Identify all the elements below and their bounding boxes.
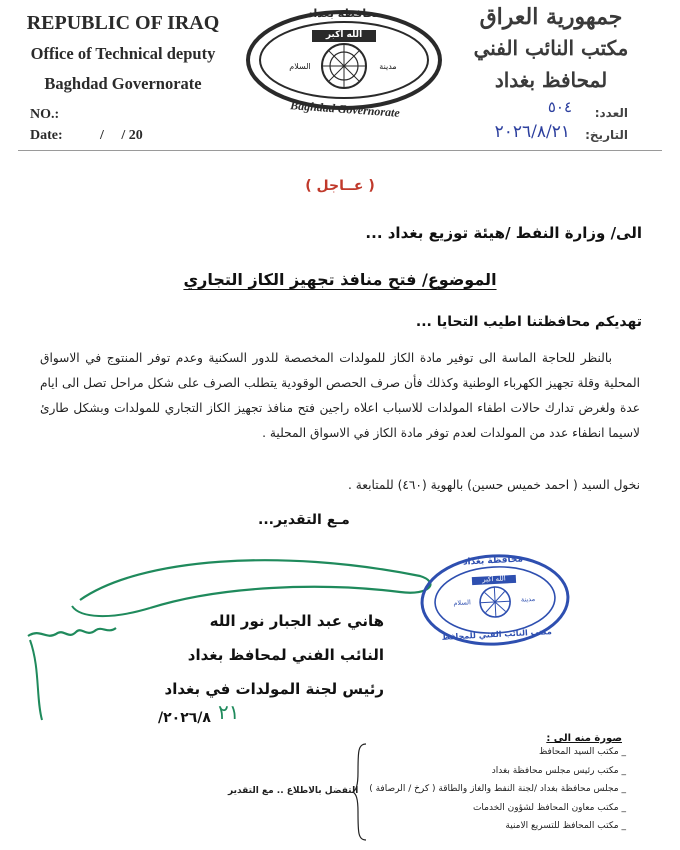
logo-bottom-text: Baghdad Governorate: [289, 98, 401, 120]
copies-item: _ مكتب رئيس مجلس محافظة بغداد: [491, 765, 626, 776]
header-en-governorate: Baghdad Governorate: [44, 74, 202, 93]
stamp-inner-left: السلام: [453, 598, 472, 608]
signatory-name: هاني عبد الجبار نور الله: [209, 612, 384, 630]
signatory-date-handwritten: ٢١: [218, 700, 240, 724]
stamp-bottom-text: مكتب النائب الفني للمحافظ: [441, 627, 553, 642]
header-ar-country: جمهورية العراق: [479, 4, 623, 30]
subject-line: الموضوع/ فتح منافذ تجهيز الكاز التجاري: [183, 270, 497, 289]
ar-date-label: التاريخ:: [585, 128, 628, 142]
logo-top-text: محافظة بغداد: [307, 7, 382, 20]
header-en-office: Office of Technical deputy: [30, 44, 216, 63]
ar-date-value: ٢٠٢٦/٨/٢١: [494, 122, 570, 142]
urgent-label: ( عــاجل ): [305, 178, 375, 194]
copies-item: _ مكتب معاون المحافظ لشؤون الخدمات: [472, 802, 626, 813]
copies-note: التفضل بالاطلاع .. مع التقدير: [228, 786, 359, 796]
stamp-inner-top: الله اكبر: [481, 574, 506, 584]
stamp-inner-right: مدينة: [520, 594, 536, 604]
recipient-line: الى/ وزارة النفط /هيئة توزيع بغداد ...: [365, 224, 642, 242]
date-label: Date:: [30, 128, 63, 143]
copies-item: _ مجلس محافظة بغداد /لجنة النفط والغاز والطاقة ( كرخ / الرصافة ): [369, 784, 626, 794]
header-divider: [18, 150, 662, 151]
signatory-title: النائب الفني لمحافظ بغداد: [187, 646, 384, 664]
signatory-date-printed: ٢٠٢٦/٨/: [158, 710, 211, 726]
logo-banner-text: الله اكبر: [325, 30, 363, 40]
copies-item: _ مكتب السيد المحافظ: [539, 747, 626, 757]
logo-left-text: السلام: [289, 62, 311, 71]
delegate-line: نخول السيد ( احمد خميس حسين) بالهوية (٤٦٠) للمتابعة .: [347, 478, 640, 492]
number-label: NO.:: [30, 107, 60, 122]
body-paragraph: بالنظر للحاجة الماسة الى توفير مادة الكاز للمولدات المخصصة للدور السكنية وعدم توفر المنتوج في الاسواق المحلية وقلة تجهيز الكهرباء الوطنية وكذلك فأن صرف الحصص الوقودية يتطلب الصرف على شكل مراحل تصل الى ايام عدة ولغرض تدارك حالات اطفاء المولدات للاسباب اعلاه راجين فتح منافذ تجهيز الكاز التجاري للمولدات وبشكل طارئ لاسيما انطفاء عدد من المولدات لعدم توفر مادة الكاز في الاسواق المحلية .: [40, 351, 640, 440]
stamp-top-text: محافظة بغداد: [462, 554, 524, 568]
closing-line: مـع التقدير...: [258, 512, 350, 528]
date-placeholder: / / 20: [100, 128, 143, 143]
signatory-date: [158, 710, 211, 726]
copies-item: _ مكتب المحافظ للتسريع الامنية: [505, 821, 626, 831]
governorate-logo: [242, 4, 447, 124]
logo-right-text: مدينة: [379, 62, 397, 71]
subject-wrapper: [0, 270, 680, 289]
ar-number-value: ٥٠٤: [547, 98, 572, 116]
official-stamp: [416, 548, 575, 652]
header-ar-office: مكتب النائب الفني: [473, 36, 629, 60]
copies-heading: صورة منه الى :: [546, 733, 622, 744]
greeting-line: تهديكم محافظتنا اطيب التحايا ...: [415, 314, 642, 330]
ar-number-label: العدد:: [594, 106, 628, 120]
copies-list: [326, 743, 626, 836]
header-ar-governorate: لمحافظ بغداد: [494, 68, 608, 92]
header-en-country: REPUBLIC OF IRAQ: [26, 12, 220, 34]
signatory-role: رئيس لجنة المولدات في بغداد: [164, 680, 384, 698]
